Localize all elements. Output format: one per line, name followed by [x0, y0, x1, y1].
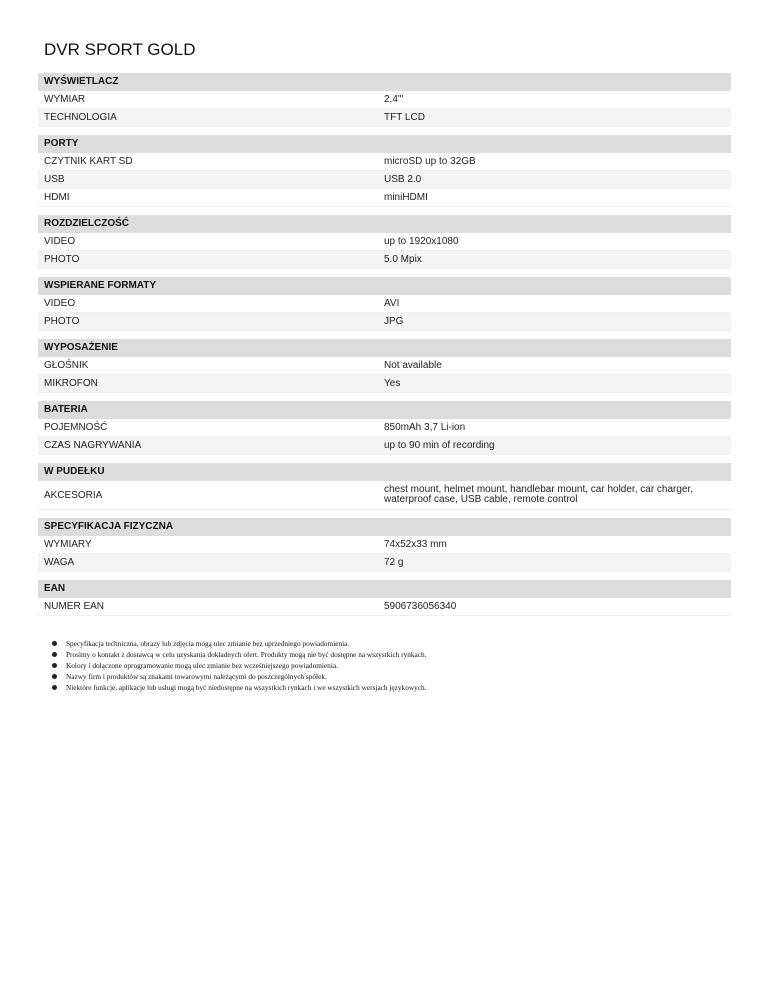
spec-section: [38, 135, 731, 207]
spec-row: [38, 251, 731, 269]
section-rows: [38, 91, 731, 127]
spec-row: [38, 598, 731, 616]
spec-section: [38, 518, 731, 572]
section-rows: [38, 153, 731, 207]
section-header: WYPOSAŻENIE: [38, 339, 731, 357]
section-rows: [38, 419, 731, 455]
spec-section: [38, 215, 731, 269]
spec-row: [38, 91, 731, 109]
spec-key: PHOTO: [44, 316, 80, 327]
spec-row: [38, 233, 731, 251]
spec-key: WAGA: [44, 557, 75, 568]
section-rows: [38, 598, 731, 616]
spec-row: [38, 536, 731, 554]
spec-row: [38, 295, 731, 313]
spec-key: POJEMNOŚĆ: [44, 422, 108, 433]
spec-value: Not available: [384, 359, 442, 371]
section-gap: [38, 269, 731, 277]
section-gap: [38, 393, 731, 401]
spec-key: VIDEO: [44, 298, 76, 309]
spec-value: 5906736056340: [384, 600, 457, 612]
spec-key: GŁOŚNIK: [44, 360, 89, 371]
spec-key: VIDEO: [44, 236, 76, 247]
section-header: SPECYFIKACJA FIZYCZNA: [38, 518, 731, 536]
spec-key: NUMER EAN: [44, 601, 105, 612]
spec-key: MIKROFON: [44, 378, 98, 389]
section-gap: [38, 331, 731, 339]
section-header: BATERIA: [38, 401, 731, 419]
spec-key: CZYTNIK KART SD: [44, 156, 133, 167]
spec-row: [38, 481, 731, 510]
section-header: WYŚWIETLACZ: [38, 73, 731, 91]
spec-key: TECHNOLOGIA: [44, 112, 117, 123]
section-rows: [38, 536, 731, 572]
section-header: PORTY: [38, 135, 731, 153]
disclaimer-item: Prosimy o kontakt z dostawcą w celu uzyskania dokładnych ofert. Produkty mogą nie być dostępne na wszystkich rynkach.: [52, 649, 731, 660]
spec-row: [38, 419, 731, 437]
spec-value: 850mAh 3,7 Li-ion: [384, 421, 466, 433]
spec-key: PHOTO: [44, 254, 80, 265]
page-title: DVR SPORT GOLD: [44, 40, 196, 59]
spec-row: [38, 153, 731, 171]
spec-row: [38, 437, 731, 455]
spec-row: [38, 189, 731, 207]
spec-value: chest mount, helmet mount, handlebar mount, car holder, car charger, waterproof case, USB cable, remote control: [384, 484, 694, 505]
section-rows: [38, 357, 731, 393]
section-header: W PUDEŁKU: [38, 463, 731, 481]
spec-value: USB 2.0: [384, 173, 422, 185]
spec-key: CZAS NAGRYWANIA: [44, 440, 142, 451]
spec-section: [38, 401, 731, 455]
spec-key: WYMIAR: [44, 94, 86, 105]
spec-value: 5.0 Mpix: [384, 253, 422, 265]
spec-section: [38, 580, 731, 616]
spec-sheet: [38, 40, 731, 693]
spec-key: WYMIARY: [44, 539, 92, 550]
spec-value: miniHDMI: [384, 191, 428, 203]
spec-value: 72 g: [384, 556, 404, 568]
section-header: EAN: [38, 580, 731, 598]
spec-value: up to 1920x1080: [384, 235, 459, 247]
spec-section: [38, 339, 731, 393]
spec-value: up to 90 min of recording: [384, 439, 495, 451]
spec-key: HDMI: [44, 192, 70, 203]
spec-row: [38, 171, 731, 189]
disclaimer-list: [52, 638, 731, 693]
disclaimer-item: Specyfikacja techniczna, obrazy lub zdjęcia mogą ulec zmianie bez uprzedniego powiadomienia.: [52, 638, 731, 649]
section-rows: [38, 481, 731, 510]
spec-section: [38, 277, 731, 331]
spec-value: Yes: [384, 377, 401, 389]
spec-value: microSD up to 32GB: [384, 155, 476, 167]
disclaimer-item: Nazwy firm i produktów są znakami towarowymi należącymi do poszczególnych spółek.: [52, 671, 731, 682]
spec-row: [38, 313, 731, 331]
spec-section: [38, 463, 731, 510]
spec-section: [38, 73, 731, 127]
spec-sections: [38, 73, 731, 616]
section-header: WSPIERANE FORMATY: [38, 277, 731, 295]
section-header: ROZDZIELCZOŚĆ: [38, 215, 731, 233]
section-rows: [38, 295, 731, 331]
spec-value: 74x52x33 mm: [384, 538, 447, 550]
section-gap: [38, 572, 731, 580]
disclaimer-item: Kolory i dołączone oprogramowanie mogą ulec zmianie bez wcześniejszego powiadomienia.: [52, 660, 731, 671]
spec-value: JPG: [384, 315, 404, 327]
spec-row: [38, 357, 731, 375]
spec-row: [38, 109, 731, 127]
disclaimer-item: Niektóre funkcje, aplikacje lub usługi mogą być niedostępne na wszystkich rynkach i we wszystkich wersjach językowych.: [52, 682, 731, 693]
section-gap: [38, 207, 731, 215]
spec-row: [38, 375, 731, 393]
spec-row: [38, 554, 731, 572]
spec-value: TFT LCD: [384, 111, 425, 123]
spec-value: AVI: [384, 297, 400, 309]
spec-key: AKCESORIA: [44, 489, 103, 501]
spec-value: 2.4"': [384, 93, 404, 105]
section-gap: [38, 127, 731, 135]
section-rows: [38, 233, 731, 269]
section-gap: [38, 510, 731, 518]
section-gap: [38, 455, 731, 463]
spec-key: USB: [44, 174, 65, 185]
